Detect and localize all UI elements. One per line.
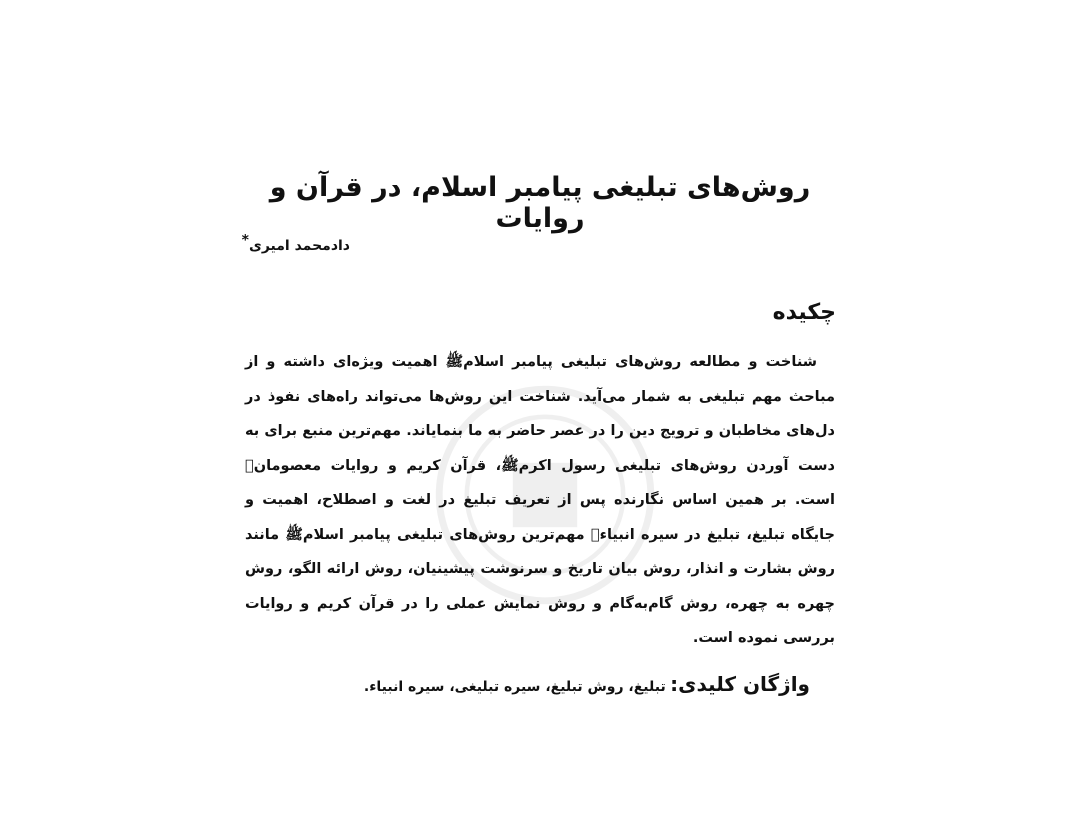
abstract-body	[245, 345, 835, 656]
article-title: روش‌های تبلیغی پیامبر اسلام، در قرآن و روایات	[269, 172, 811, 234]
author-name: دادمحمد امیری	[249, 238, 350, 254]
author-line	[240, 232, 350, 254]
author-footnote-mark: *	[241, 232, 249, 249]
keywords-label: واژگان کلیدی:	[670, 672, 810, 696]
keywords-line	[300, 672, 810, 696]
abstract-heading: چکیده	[772, 300, 836, 325]
abstract-paragraph: شناخت و مطالعه روش‌های تبلیغی پیامبر اسلامﷺ اهمیت ویژه‌ای داشته و از مباحث مهم تبلیغی به شمار می‌آید. شناخت این روش‌ها می‌تواند راه‌های نفوذ در دل‌های مخاطبان و ترویج دین را در عصر حاضر به ما بنمایاند. مهم‌ترین منبع برای به دست آوردن روش‌های تبلیغی رسول اکرمﷺ، قرآن کریم و روایات معصومان﷩ است. بر همین اساس نگارنده پس از تعریف تبلیغ در لغت و اصطلاح، اهمیت و جایگاه تبلیغ، تبلیغ در سیره انبیاء﷩ مهم‌ترین روش‌های تبلیغی پیامبر اسلامﷺ مانند روش بشارت و انذار، روش بیان تاریخ و سرنوشت پیشینیان، روش ارائه الگو، روش چهره به چهره، روش گام‌به‌گام و روش نمایش عملی را در قرآن کریم و روایات بررسی نموده است.	[245, 354, 835, 646]
keywords-text: تبلیغ، روش تبلیغ، سیره تبلیغی، سیره انبیاء.	[363, 679, 666, 695]
